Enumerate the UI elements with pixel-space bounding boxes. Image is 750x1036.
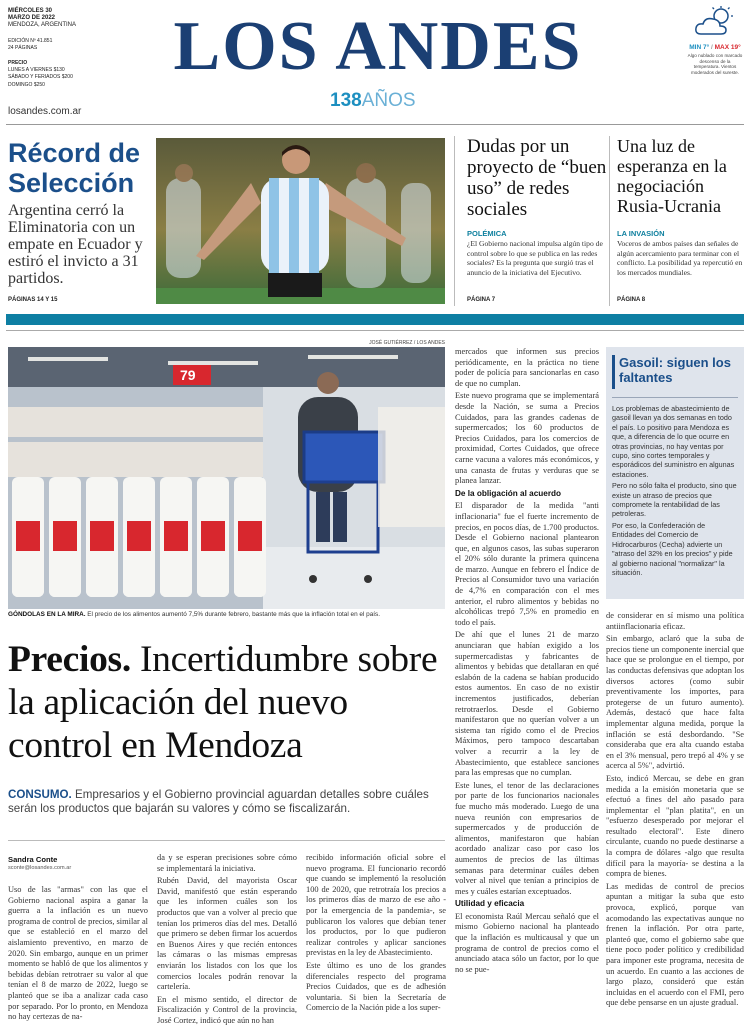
photo-credit: JOSÉ GUTIÉRREZ / LOS ANDES [369, 340, 445, 346]
date-line-1: MIÉRCOLES 30 [8, 8, 53, 14]
body-paragraph: Uso de las "armas" con las que el Gobierno nacional aspira a ganar la guerra a la inflación es un nuevo programa de control de precios, similar al que se estableció en el marzo del aislamiento preventivo, en marzo de 2020. Sin embargo, aunque en un primer momento se habló de que los alimentos y bebidas debían retrotraer su valor al que tenían el 8 de marzo de 2022, luego se planteó que se iba a analizar cada caso por separado. Por lo pronto, en Mendoza no hay certezas de na- [8, 885, 148, 1022]
masthead-info [8, 8, 118, 89]
partly-cloudy-icon [693, 6, 737, 38]
body-paragraph: De ahí que el lunes 21 de marzo anunciaran que habían exigido a los supermercadistas y fabricantes de alimentos y bebidas que detallaran en qué eslabón de la cadena se habían producido estos aumentos. En caso de no existir incrementos justificados, deberían retrotraerlos. Desde el Gobierno manifestaron que no querían volver a un sistema tan rígido como el de Precios Máximos, pero tampoco descartaban volver a recurrir a la ley de Abastecimiento, que establece sanciones para las empresas que no cumplan. [455, 630, 599, 778]
rusia-page: PÁGINA 8 [617, 297, 646, 303]
football-photo [156, 138, 445, 304]
redes-kicker: POLÉMICA [467, 229, 507, 238]
body-column-a [8, 885, 148, 1025]
body-paragraph: Rubén David, del mayorista Oscar David, manifestó que están esperando que les informen cuáles son los productos que van a volver al precio que tenían los primeros días del mes. Detalló que primero se deben firmar los acuerdos en Buenos Aires y que recién entonces las cámaras o las mismas empresas enviarán los listados con los que los comercios locales podrán renovar la cartelería. [157, 876, 297, 992]
bottle-label [16, 521, 40, 551]
body-column-e [606, 611, 744, 1011]
subheading: De la obligación al acuerdo [455, 488, 562, 498]
anniversary-number: 138 [330, 90, 362, 111]
body-paragraph: da y se esperan precisiones sobre cómo se implementará la iniciativa. [157, 853, 297, 873]
price-weekday: LUNES A VIERNES $130 [8, 67, 65, 74]
body-paragraph: El economista Raúl Mercau señaló que el mismo Gobierno nacional ha planteado que la inflación es multicausal y que un programa de control de precios como el anunciado ataca sólo un factor, por lo que no se pue- [455, 911, 599, 974]
author-email[interactable]: sconte@losandes.com.ar [8, 865, 72, 871]
deck-rule [8, 840, 445, 841]
photo-caption [8, 611, 445, 619]
body-paragraph: Las medidas de control de precios apuntan a mitigar la suba que esto provoca, explicó, porque van acomodando las expectativas aunque no frenen la inflación. Por otra parte, planteó que, como el gobierno sabe que tiene poco poder político y credibilidad para imponer este programa, necesita de un acuerdo. En cuanto a las acciones de largo plazo, consideró que están incluidas en el acuerdo con el FMI, pero que debe pensarse en un ajuste gradual. [606, 881, 744, 1008]
bottle-label [238, 521, 262, 551]
top-divider-2 [609, 136, 610, 306]
gasoil-sidebar [606, 347, 744, 599]
body-paragraph: mercados que informen sus precios periódicamente, en la práctica no tiene poder de policía para sancionarlas en caso de que no cumplan. [455, 347, 599, 388]
weather-note: Algo nublado con marcado descenso de la temperatura. Vientos moderados del sureste. [687, 53, 743, 75]
anniversary-word: AÑOS [361, 90, 416, 111]
edition: EDICIÓN Nº 41.851 [8, 37, 53, 44]
body-paragraph: Este último es uno de los grandes diferenciales respecto del programa Precios Cuidados, que es de adhesión voluntaria. Si bien la Secretaría de Comercio de la Nación pide a los super- [306, 960, 446, 1013]
sidebar-body [612, 404, 738, 577]
bottle-label [127, 521, 151, 551]
body-paragraph: de considerar en sí mismo una política antiinflacionaria eficaz. [606, 611, 744, 631]
body-paragraph: Este nuevo programa que se implementará desde la Nación, se suma a Precios Cuidados, para las grandes cadenas de supermercados; los 60 productos de Precios Cuidados, para los comercios de proximidad, Cortes Cuidados, que ofrece carne vacuna a valores más económicos, y una canasta de frutas y verduras que se planea lanzar. [455, 391, 599, 486]
weather-max: MAX 19° [714, 44, 741, 51]
bottle-label [201, 521, 225, 551]
weather-box: MIN 7° / MAX 19° Algo nublado con marcado descenso de la temperatura. Vientos moderados del sureste. [686, 6, 744, 75]
main-headline[interactable] [8, 638, 448, 767]
price-sunday: DOMINGO $250 [8, 81, 45, 88]
byline: Sandra Conte [8, 855, 58, 864]
date-line-2: MARZO DE 2022 [8, 15, 56, 22]
subheading: Utilidad y eficacia [455, 899, 525, 909]
rusia-headline[interactable]: Una luz de esperanza en la negociación Rusia-Ucrania [617, 136, 727, 216]
redes-page: PÁGINA 7 [467, 297, 496, 303]
supermarket-photo [8, 347, 445, 609]
deck-text: Empresarios y el Gobierno provincial aguardan detalles sobre cuáles serán los productos que bajarán su valores y cómo se fiscalizarán. [8, 788, 429, 815]
sidebar-rule [612, 397, 738, 398]
body-paragraph: Este lunes, el tenor de las declaraciones por parte de los funcionarios nacionales fue mucho más moderado. Luego de una nueva reunión con empresarios de supermercados y de producción de alimentos, manifestaron que habían acordado analizar caso por caso los aumentos de precios de las últimas semanas para determinar cuáles deben volver al nivel que tenían a principios de mes y cuáles estarían exceptuados. [455, 780, 599, 896]
main-headline-bold: Precios. [8, 639, 131, 680]
caption-text: El precio de los alimentos aumentó 7,5% durante febrero, bastante más que la inflación total en el país. [87, 611, 381, 618]
top-divider-1 [454, 136, 455, 306]
main-headline-rest: Incertidumbre sobre la aplicación del nuevo control en Mendoza [8, 639, 438, 766]
section-band [6, 314, 744, 325]
redes-headline[interactable]: Dudas por un proyecto de “buen uso” de redes sociales [467, 136, 607, 220]
website-link[interactable]: losandes.com.ar [8, 106, 82, 117]
sidebar-accent [612, 355, 615, 389]
body-paragraph: recibido información oficial sobre el nuevo programa. El funcionario recordó que cuando se implementó la resolución 100 de 2020, que retrotraía los precios a los primeros días de marzo de ese año -por la emergencia de la pandemia-, se publicaron los valores que debían tener los productos, por lo que pudieron realizar controles y aplicar sanciones previstas en la ley de Abastecimiento. [306, 853, 446, 958]
weather-min: MIN 7° [689, 44, 710, 51]
masthead-rule [6, 124, 744, 125]
city: MENDOZA, ARGENTINA [8, 22, 77, 29]
page-count: 24 PÁGINAS [8, 44, 38, 51]
sidebar-title[interactable]: Gasoil: siguen los faltantes [619, 355, 731, 385]
price-tag-text: 79 [180, 367, 196, 383]
body-paragraph: El disparador de la medida "anti inflacionaria" fue el fuerte incremento de precios, en pocos días, de 1.700 productos. Desde el Gobierno nacional plantearon que, en algunos casos, las subas superaron el 20% sólo durante la primera quincena de marzo. Aunque en febrero el Índice de Precios al Consumidor tuvo una variación de 4,7% en comparación con el mes anterior, el rubro alimentos y bebidas no alcohólicas trepó 7,5% en promedio en todo el país. [455, 501, 599, 627]
body-paragraph: Esto, indicó Mercau, se debe en gran medida a la emisión monetaria que se efectuó a fines del año pasado para implementar el "plan platita", en un "esfuerzo desesperado por mejorar el resultado electoral". Este dinero circulante, cuando no puede destinarse a la compra de dólares -algo que resulta difícil para la mayoría- se destina a la compra de bienes. [606, 773, 744, 879]
deck-kicker: CONSUMO. [8, 788, 72, 801]
price-label: PRECIO [8, 60, 28, 67]
body-column-d [455, 347, 599, 977]
body-paragraph: Sin embargo, aclaró que la suba de precios tiene un componente inercial que hace que se prolongue en el tiempo, por las conductas defensivas que adoptan los diversos actores (como subir preventivamente los importes, para protegerse de un futuro aumento). Además, destacó que hace falta implementar alguna medida, porque la inflación se está desbordando. "Se consideraba que era alta cuando estaba en el 3% mensual, pero trepó al 4% y se acerca al 5%", advirtió. [606, 634, 744, 771]
sidebar-paragraph: Pero no sólo falta el producto, sino que existe un atraso de precios que compromete la rentabilidad de las petroleras. [612, 481, 737, 519]
sidebar-paragraph: Por eso, la Confederación de Entidades del Comercio de Hidrocarburos (Cecha) advierte un "atraso del 32% en los precios" y pide al gobierno nacional "normalizar" la situación. [612, 520, 733, 577]
rusia-summary: Voceros de ambos países dan señales de algún acercamiento para terminar con el conflicto. La posibilidad ya repercutió en los mercados mundiales. [617, 239, 743, 277]
body-column-b [157, 853, 297, 1029]
seleccion-headline[interactable]: Récord de Selección [8, 138, 141, 198]
newspaper-title: LOS ANDES [173, 8, 583, 85]
anniversary [330, 90, 416, 112]
body-column-c [306, 853, 446, 1016]
bottle-label [53, 521, 77, 551]
caption-kicker: GÓNDOLAS EN LA MIRA. [8, 611, 86, 618]
main-deck [8, 788, 445, 816]
price-saturday: SÁBADO Y FERIADOS $200 [8, 74, 73, 81]
sidebar-paragraph: Los problemas de abastecimiento de gasoil llevan ya dos semanas en todo el país. Lo positivo para Mendoza es que, a diferencia de lo que ocurre en otras provincias, no hay ventas por cupo, sino cortes temporales y esporádicos del suministro en algunas estaciones. [612, 404, 735, 479]
seleccion-pages: PÁGINAS 14 Y 15 [8, 297, 58, 303]
section-rule [6, 330, 744, 331]
bottle-label [90, 521, 114, 551]
bottle-label [164, 521, 188, 551]
seleccion-summary: Argentina cerró la Eliminatoria con un empate en Ecuador y estiró el invicto a 31 partidos. [8, 202, 143, 287]
rusia-kicker: LA INVASIÓN [617, 229, 665, 238]
body-paragraph: En el mismo sentido, el director de Fiscalización y Control de la provincia, José Cortez, indicó que aún no han [157, 994, 297, 1025]
redes-summary: ¿El Gobierno nacional impulsa algún tipo de control sobre lo que se publica en las redes sociales? Es la pregunta que surgió tras el anuncio de la iniciativa del Ejecutivo. [467, 239, 603, 277]
